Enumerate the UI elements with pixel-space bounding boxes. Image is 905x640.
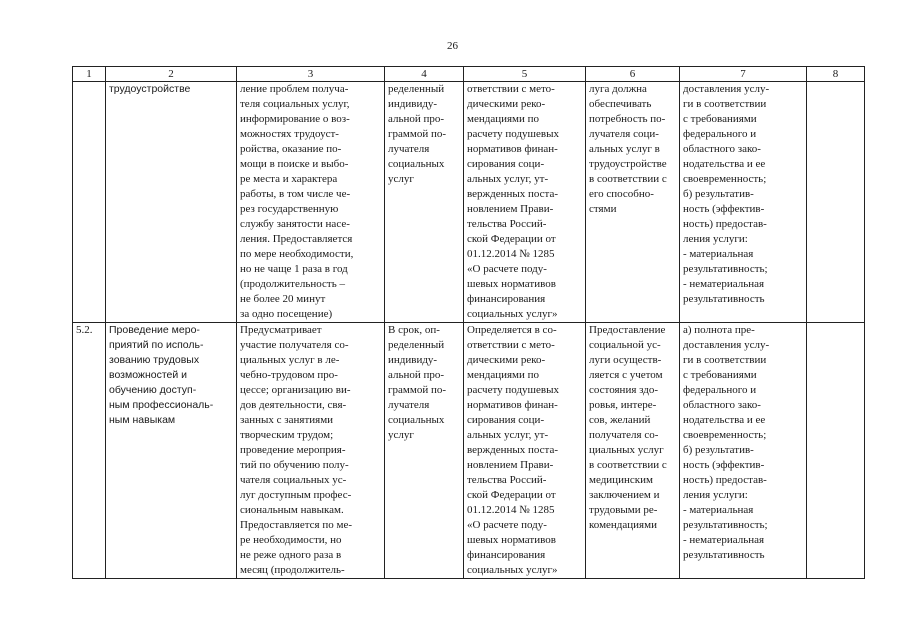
row-number bbox=[73, 82, 106, 323]
service-name: трудоустройстве bbox=[106, 82, 237, 323]
service-description: ление проблем получа- теля социальных услуг, информирование о воз- можностях трудоуст- ройства, оказание по- мощи в поиске и выбо- ре места и характера работы, в том числе че- рез государственную службу занятости насе- ления. Предоставляется по мере необходимости, но не чаще 1 раза в год (продолжительность – не более 20 минут за одно посещение) bbox=[237, 82, 385, 323]
service-extra bbox=[807, 323, 865, 579]
service-conditions: луга должна обеспечивать потребность по- лучателя соци- альных услуг в трудоустройстве в соответствии с его способно- стями bbox=[586, 82, 680, 323]
column-header: 2 bbox=[106, 67, 237, 82]
service-indicators: а) полнота пре- доставления услу- ги в соответствии с требованиями федерального и областного зако- нодательства и ее своевременность; б) результатив- ность (эффектив- ность) предостав- ления услуги: - материальная результативность; - нематериальная результативность bbox=[680, 323, 807, 579]
table-row bbox=[73, 82, 865, 323]
service-indicators: доставления услу- ги в соответствии с требованиями федерального и областного зако- нодательства и ее своевременность; б) результатив- ность (эффектив- ность) предостав- ления услуги: - материальная результативность; - нематериальная результативность bbox=[680, 82, 807, 323]
column-header: 7 bbox=[680, 67, 807, 82]
service-description: Предусматривает участие получателя со- циальных услуг в ле- чебно-трудовом про- цессе; организацию ви- дов деятельности, свя- занных с занятиями творческим трудом; проведение мероприя- тий по обучению полу- чателя социальных ус- луг доступным профес- сиональным навыкам. Предоставляется по ме- ре необходимости, но не реже одного раза в месяц (продолжитель- bbox=[237, 323, 385, 579]
column-header: 8 bbox=[807, 67, 865, 82]
table-row bbox=[73, 323, 865, 579]
service-timing: В срок, оп- ределенный индивиду- альной про- граммой по- лучателя социальных услуг bbox=[385, 323, 464, 579]
column-header: 6 bbox=[586, 67, 680, 82]
service-extra bbox=[807, 82, 865, 323]
column-header: 1 bbox=[73, 67, 106, 82]
service-cost: Определяется в со- ответствии с мето- дическими реко- мендациями по расчету подушевых нормативов финан- сирования соци- альных услуг, ут- вержденных поста- новлением Прави- тельства Россий- ской Федерации от 01.12.2014 № 1285 «О расчете поду- шевых нормативов финансирования социальных услуг» bbox=[464, 323, 586, 579]
service-cost: ответствии с мето- дическими реко- мендациями по расчету подушевых нормативов финан- сирования соци- альных услуг, ут- вержденных поста- новлением Прави- тельства Россий- ской Федерации от 01.12.2014 № 1285 «О расчете поду- шевых нормативов финансирования социальных услуг» bbox=[464, 82, 586, 323]
column-header: 4 bbox=[385, 67, 464, 82]
column-header: 3 bbox=[237, 67, 385, 82]
row-number: 5.2. bbox=[73, 323, 106, 579]
service-conditions: Предоставление социальной ус- луги осуществ- ляется с учетом состояния здо- ровья, интере- сов, желаний получателя со- циальных услуг в соответствии с медицинским заключением и трудовыми ре- комендациями bbox=[586, 323, 680, 579]
column-header: 5 bbox=[464, 67, 586, 82]
table-header-row bbox=[73, 67, 865, 82]
service-name: Проведение меро- приятий по исполь- зованию трудовых возможностей и обучению доступ- ным профессиональ- ным навыкам bbox=[106, 323, 237, 579]
service-timing: ределенный индивиду- альной про- граммой по- лучателя социальных услуг bbox=[385, 82, 464, 323]
services-table bbox=[72, 66, 865, 579]
page-number: 26 bbox=[447, 40, 458, 52]
